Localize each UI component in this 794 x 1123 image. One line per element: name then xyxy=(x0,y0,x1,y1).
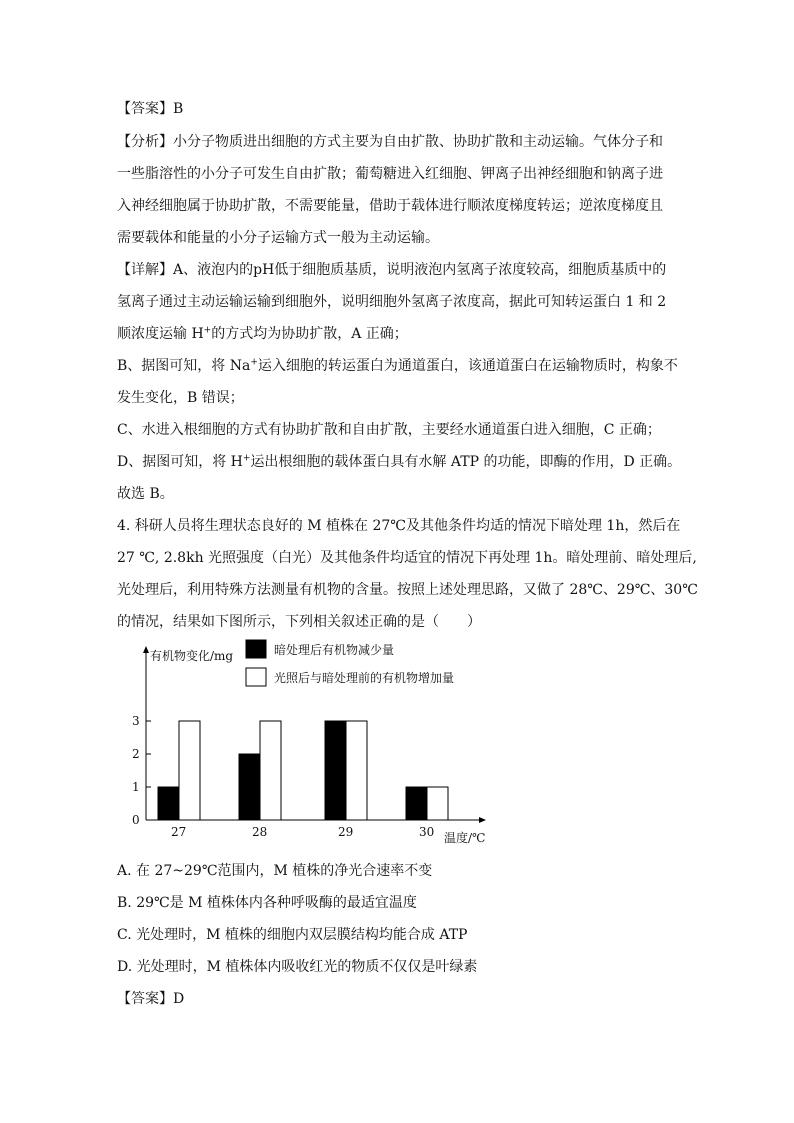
y-tick-label: 0 xyxy=(132,813,140,827)
answer-2: 【答案】D xyxy=(117,991,185,1007)
detail-d-post: 运出根细胞的载体蛋白具有水解 ATP 的功能，即酶的作用，D 正确。 xyxy=(250,454,682,470)
detail-line-1: 【详解】A、液泡内的pH低于细胞质基质，说明液泡内氢离子浓度较高，细胞质基质中的 xyxy=(117,262,667,278)
detail-b-post: 运入细胞的转运蛋白为通道蛋白，该通道蛋白在运输物质时，构象不 xyxy=(257,358,678,374)
x-tick-label: 28 xyxy=(252,825,268,839)
detail-b-line-1 xyxy=(117,356,678,376)
superscript-plus: + xyxy=(203,325,212,336)
detail-line-3 xyxy=(117,324,408,344)
analysis-line-4: 需要载体和能量的小分子运输方式一般为主动运输。 xyxy=(117,230,439,246)
legend-label-dark: 暗处理后有机物减少量 xyxy=(274,643,395,657)
bar-dark xyxy=(239,754,260,820)
analysis-line-1: 【分析】小分子物质进出细胞的方式主要为自由扩散、协助扩散和主动运输。气体分子和 xyxy=(117,134,663,150)
bar-light xyxy=(427,787,448,820)
y-tick-label: 2 xyxy=(132,747,140,761)
detail-d-pre: D、据图可知，将 H xyxy=(117,454,243,470)
answer-1: 【答案】B xyxy=(117,101,184,117)
option-c: C. 光处理时，M 植株的细胞内双层膜结构均能合成 ATP xyxy=(117,927,468,943)
detail-line-3-pre: 顺浓度运输 H xyxy=(117,326,204,342)
option-b: B. 29℃是 M 植株体内各种呼吸酶的最适宜温度 xyxy=(117,895,417,911)
detail-line-3-post: 的方式均为协助扩散，A 正确； xyxy=(211,326,408,342)
x-axis-label: 温度/℃ xyxy=(444,831,486,845)
x-tick-label: 29 xyxy=(338,825,354,839)
detail-d-line xyxy=(117,452,681,472)
question-line-3: 光处理后，利用特殊方法测量有机物的含量。按照上述处理思路，又做了 28℃、29℃、30℃ xyxy=(117,582,698,598)
bar-light xyxy=(179,721,200,820)
conclusion: 故选 B。 xyxy=(117,486,174,502)
option-a: A. 在 27~29℃范围内，M 植株的净光合速率不变 xyxy=(117,863,433,879)
bar-light xyxy=(260,721,281,820)
x-tick-label: 27 xyxy=(171,825,187,839)
y-axis-arrow xyxy=(143,646,149,653)
bar-light xyxy=(346,721,367,820)
bar-chart xyxy=(110,638,490,848)
analysis-line-2: 一些脂溶性的小分子可发生自由扩散；葡萄糖进入红细胞、钾离子出神经细胞和钠离子进 xyxy=(117,166,663,182)
detail-c-line: C、水进入根细胞的方式有协助扩散和自由扩散，主要经水通道蛋白进入细胞，C 正确； xyxy=(117,422,661,438)
legend-label-light: 光照后与暗处理前的有机物增加量 xyxy=(274,671,455,685)
analysis-line-3: 入神经细胞属于协助扩散，不需要能量，借助于载体进行顺浓度梯度转运；逆浓度梯度且 xyxy=(117,198,663,214)
legend-swatch-light xyxy=(246,668,266,686)
bar-dark xyxy=(158,787,179,820)
question-line-1: 4. 科研人员将生理状态良好的 M 植株在 27℃及其他条件均适的情况下暗处理 1h，然后在 xyxy=(117,518,681,534)
question-line-4: 的情况，结果如下图所示，下列相关叙述正确的是（ ） xyxy=(117,614,481,630)
detail-line-2: 氢离子通过主动运输运输到细胞外，说明细胞外氢离子浓度高，据此可知转运蛋白 1 和 2 xyxy=(117,294,667,310)
y-tick-label: 3 xyxy=(132,714,140,728)
option-d: D. 光处理时，M 植株体内吸收红光的物质不仅仅是叶绿素 xyxy=(117,959,478,975)
bar-dark xyxy=(325,721,346,820)
y-axis-label: 有机物变化/mg xyxy=(150,649,234,663)
detail-b-pre: B、据图可知，将 Na xyxy=(117,358,251,374)
bar-dark xyxy=(406,787,427,820)
y-tick-label: 1 xyxy=(132,780,140,794)
superscript-plus: + xyxy=(242,453,251,464)
question-line-2: 27 ℃, 2.8kh 光照强度（白光）及其他条件均适宜的情况下再处理 1h。暗处理前、暗处理后, xyxy=(117,550,697,566)
superscript-plus: + xyxy=(250,357,258,368)
x-axis-arrow xyxy=(479,817,486,823)
x-tick-label: 30 xyxy=(419,825,435,839)
detail-b-line-2: 发生变化，B 错误； xyxy=(117,390,244,406)
legend-swatch-dark xyxy=(246,640,266,658)
